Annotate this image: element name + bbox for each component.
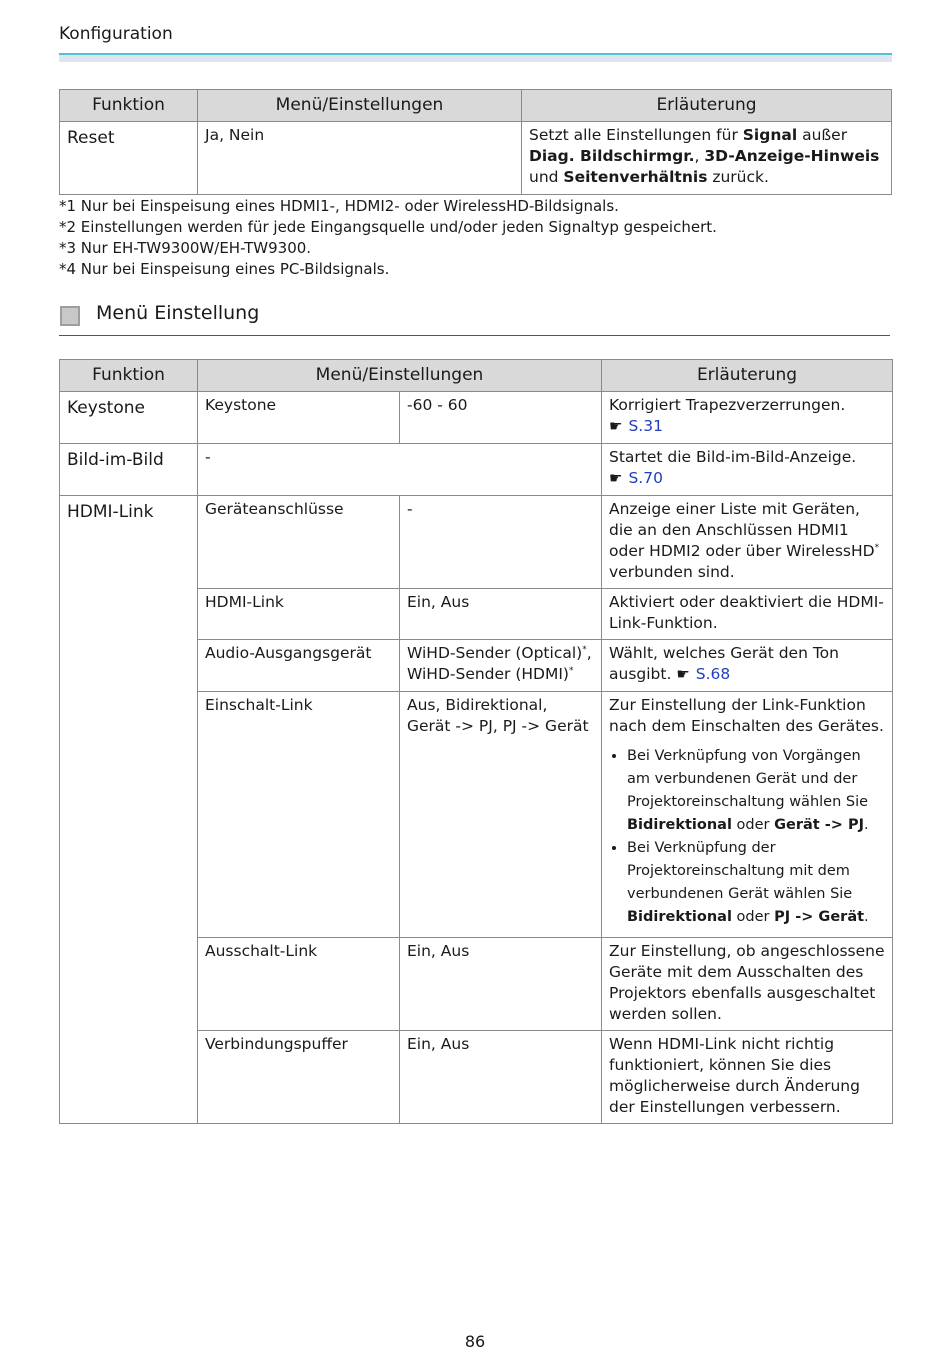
col-header-menu: Menü/Einstellungen xyxy=(198,360,602,392)
page-header: Konfiguration xyxy=(59,24,173,44)
pip-func: Bild-im-Bild xyxy=(60,444,198,496)
section-title: Menü Einstellung xyxy=(96,302,260,324)
hdmi-value: Aus, Bidirektional, Gerät -> PJ, PJ -> Gerät xyxy=(400,692,602,938)
hdmi-desc: Wenn HDMI-Link nicht richtig funktioniert, können Sie dies möglicherweise durch Änderung der Einstellungen verbessern. xyxy=(602,1031,893,1124)
page-number: 86 xyxy=(464,1332,486,1351)
keystone-desc: Korrigiert Trapezverzerrungen. ☛ S.31 xyxy=(602,392,893,444)
footnote: *3 Nur EH-TW9300W/EH-TW9300. xyxy=(59,239,312,257)
hdmi-menu: Verbindungspuffer xyxy=(198,1031,400,1124)
header-rule xyxy=(59,53,892,62)
list-item: • Bei Verknüpfung von Vorgängen am verbundenen Gerät und der Projektoreinschaltung wählen Sie Bidirektional oder Gerät -> PJ. xyxy=(627,745,885,837)
hdmi-value: Ein, Aus xyxy=(400,589,602,640)
hdmi-menu: Geräteanschlüsse xyxy=(198,496,400,589)
hdmi-desc: Zur Einstellung der Link-Funktion nach dem Einschalten des Gerätes. • Bei Verknüpfung von Vorgängen am verbundenen Gerät und der Projektoreinschaltung wählen Sie Bidirektional oder Gerät -> PJ. • Bei Verknüpfung der Projektoreinschaltung mit dem verbundenen Gerät wählen Sie Bidirektional oder PJ -> Gerät. xyxy=(602,692,893,938)
pointing-hand-icon: ☛ xyxy=(676,665,690,683)
col-header-menu: Menü/Einstellungen xyxy=(198,90,522,122)
reset-desc: Setzt alle Einstellungen für Signal außer Diag. Bildschirmgr., 3D-Anzeige-Hinweis und Seitenverhältnis zurück. xyxy=(522,122,892,195)
settings-table xyxy=(59,359,893,1124)
pointing-hand-icon: ☛ xyxy=(609,469,623,487)
footnotes xyxy=(59,196,717,280)
footnote: *1 Nur bei Einspeisung eines HDMI1-, HDMI2- oder WirelessHD-Bildsignals. xyxy=(59,197,619,215)
footnote: *2 Einstellungen werden für jede Eingangsquelle und/oder jeden Signaltyp gespeichert. xyxy=(59,218,717,236)
square-icon xyxy=(60,306,80,326)
hdmi-func: HDMI-Link xyxy=(60,496,198,1124)
keystone-func: Keystone xyxy=(60,392,198,444)
hdmi-menu: HDMI-Link xyxy=(198,589,400,640)
list-item: • Bei Verknüpfung der Projektoreinschaltung mit dem verbundenen Gerät wählen Sie Bidirektional oder PJ -> Gerät. xyxy=(627,837,885,929)
page-link[interactable]: S.70 xyxy=(628,469,663,487)
pip-desc: Startet die Bild-im-Bild-Anzeige. ☛ S.70 xyxy=(602,444,893,496)
bullet-list xyxy=(609,745,885,929)
table-row xyxy=(60,444,893,496)
page-link[interactable]: S.68 xyxy=(695,665,731,683)
hdmi-menu: Ausschalt-Link xyxy=(198,938,400,1031)
footnote: *4 Nur bei Einspeisung eines PC-Bildsignals. xyxy=(59,260,390,278)
hdmi-value: WiHD-Sender (Optical)*, WiHD-Sender (HDMI)* xyxy=(400,640,602,692)
pip-menu: - xyxy=(198,444,602,496)
col-header-erlaeuterung: Erläuterung xyxy=(522,90,892,122)
hdmi-menu: Audio-Ausgangsgerät xyxy=(198,640,400,692)
reset-func: Reset xyxy=(60,122,198,195)
reset-menu: Ja, Nein xyxy=(198,122,522,195)
col-header-erlaeuterung: Erläuterung xyxy=(602,360,893,392)
hdmi-desc: Aktiviert oder deaktiviert die HDMI-Link-Funktion. xyxy=(602,589,893,640)
hdmi-desc: Zur Einstellung, ob angeschlossene Geräte mit dem Ausschalten des Projektors ebenfalls ausgeschaltet werden sollen. xyxy=(602,938,893,1031)
hdmi-value: Ein, Aus xyxy=(400,1031,602,1124)
table-row xyxy=(60,496,893,589)
section-heading xyxy=(59,302,890,336)
keystone-menu: Keystone xyxy=(198,392,400,444)
reset-table xyxy=(59,89,892,195)
keystone-value: -60 - 60 xyxy=(400,392,602,444)
hdmi-desc: Anzeige einer Liste mit Geräten, die an den Anschlüssen HDMI1 oder HDMI2 oder über WirelessHD* verbunden sind. xyxy=(602,496,893,589)
pointing-hand-icon: ☛ xyxy=(609,417,623,435)
hdmi-value: - xyxy=(400,496,602,589)
page-link[interactable]: S.31 xyxy=(628,417,663,435)
hdmi-desc: Wählt, welches Gerät den Ton ausgibt. ☛ S.68 xyxy=(602,640,893,692)
hdmi-menu: Einschalt-Link xyxy=(198,692,400,938)
col-header-funktion: Funktion xyxy=(60,360,198,392)
table-row xyxy=(60,392,893,444)
col-header-funktion: Funktion xyxy=(60,90,198,122)
hdmi-value: Ein, Aus xyxy=(400,938,602,1031)
